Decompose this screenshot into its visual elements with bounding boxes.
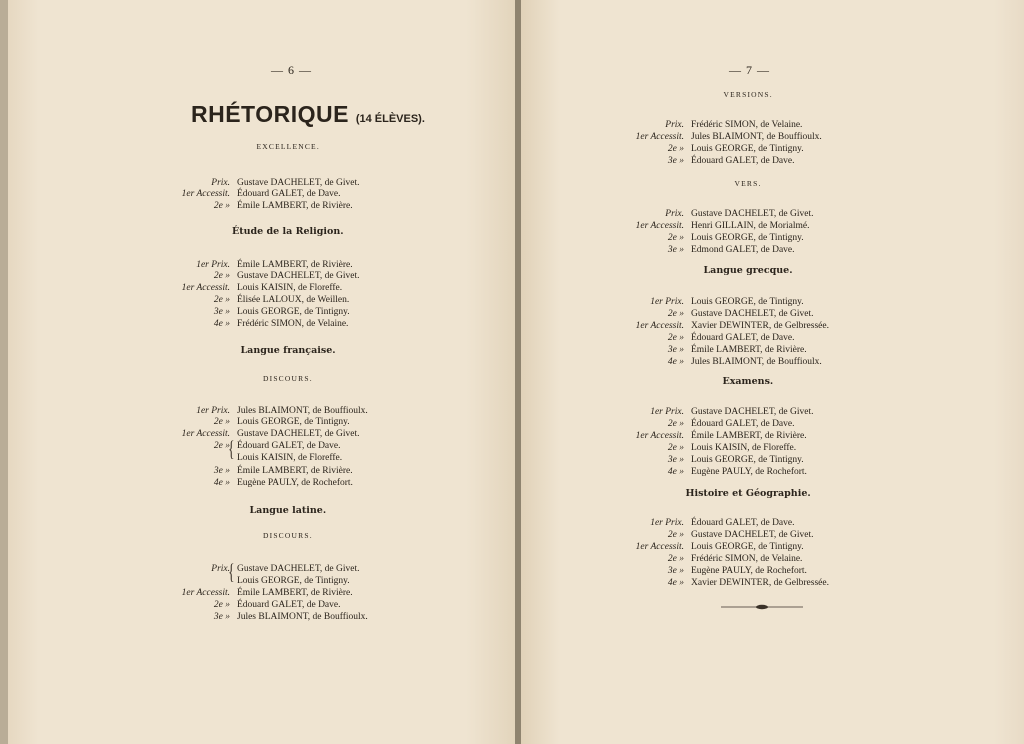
student-name: Élisée LALOUX, de Weillen. [237, 295, 350, 305]
student-name: Édouard GALET, de Dave. [237, 189, 341, 199]
prize-rank: 3e » [667, 245, 684, 255]
prize-rank: 1er Accessit. [635, 431, 684, 441]
student-name: Eugène PAULY, de Rochefort. [691, 566, 807, 576]
prize-rank: 3e » [667, 455, 684, 465]
page-number-right: — 7 — [729, 63, 770, 77]
prize-rank: 4e » [667, 357, 684, 367]
prize-rank: Prix. [211, 178, 230, 188]
prize-rank: 1er Prix. [196, 406, 230, 416]
prize-rank: 2e » [213, 417, 230, 427]
section-heading: Langue grecque. [703, 265, 793, 276]
student-name: Émile LAMBERT, de Rivière. [691, 345, 807, 355]
prize-rank: 1er Accessit. [635, 321, 684, 331]
student-name: Eugène PAULY, de Rochefort. [237, 478, 353, 488]
student-name: Gustave DACHELET, de Givet. [691, 530, 814, 540]
section-heading: Examens. [722, 376, 774, 387]
student-name: Édouard GALET, de Dave. [237, 441, 341, 451]
section-heading: EXCELLENCE. [256, 142, 320, 151]
section-heading: Histoire et Géographie. [685, 488, 811, 499]
student-name: Louis GEORGE, de Tintigny. [691, 144, 804, 154]
prize-rank: 3e » [667, 345, 684, 355]
tie-brace: { [228, 559, 235, 584]
prize-rank: 2e » [667, 144, 684, 154]
prize-rank: 3e » [213, 307, 230, 317]
ornament-divider [721, 604, 803, 610]
prize-rank: 4e » [667, 578, 684, 588]
prize-rank: 2e » [667, 233, 684, 243]
page-number-left: — 6 — [271, 63, 312, 77]
student-name: Gustave DACHELET, de Givet. [237, 564, 360, 574]
prize-rank: 3e » [667, 156, 684, 166]
student-name: Gustave DACHELET, de Givet. [237, 271, 360, 281]
prize-rank: 4e » [213, 319, 230, 329]
prize-rank: 2e » [213, 441, 230, 451]
prize-rank: 2e » [667, 419, 684, 429]
student-name: Jules BLAIMONT, de Bouffioulx. [237, 612, 368, 622]
student-name: Émile LAMBERT, de Rivière. [237, 201, 353, 211]
student-name: Édouard GALET, de Dave. [691, 518, 795, 528]
prize-rank: 1er Accessit. [635, 132, 684, 142]
student-name: Louis KAISIN, de Floreffe. [237, 283, 343, 293]
section-heading: Langue française. [240, 345, 336, 356]
student-name: Frédéric SIMON, de Velaine. [237, 319, 349, 329]
prize-rank: 1er Accessit. [181, 189, 230, 199]
student-name: Jules BLAIMONT, de Bouffioulx. [691, 357, 822, 367]
student-name: Louis GEORGE, de Tintigny. [237, 417, 350, 427]
student-name: Édouard GALET, de Dave. [237, 600, 341, 610]
student-name: Xavier DEWINTER, de Gelbressée. [691, 321, 829, 331]
prize-rank: 1er Accessit. [181, 283, 230, 293]
student-name: Émile LAMBERT, de Rivière. [237, 588, 353, 598]
prize-rank: Prix. [211, 564, 230, 574]
prize-rank: 4e » [213, 478, 230, 488]
student-name: Louis GEORGE, de Tintigny. [691, 233, 804, 243]
prize-rank: 1er Prix. [650, 297, 684, 307]
section-heading: Étude de la Religion. [232, 226, 344, 237]
section-subheading: DISCOURS. [263, 374, 313, 383]
student-name: Frédéric SIMON, de Velaine. [691, 554, 803, 564]
prize-rank: 1er Accessit. [635, 542, 684, 552]
right-page [519, 0, 1024, 744]
prize-rank: 3e » [667, 566, 684, 576]
student-name: Gustave DACHELET, de Givet. [691, 407, 814, 417]
tie-brace: { [228, 436, 235, 461]
student-name: Edmond GALET, de Dave. [691, 245, 795, 255]
prize-rank: Prix. [665, 120, 684, 130]
prize-rank: Prix. [665, 209, 684, 219]
student-name: Gustave DACHELET, de Givet. [237, 178, 360, 188]
student-name: Édouard GALET, de Dave. [691, 156, 795, 166]
student-name: Eugène PAULY, de Rochefort. [691, 467, 807, 477]
prize-rank: 3e » [213, 612, 230, 622]
prize-rank: 1er Prix. [196, 260, 230, 270]
student-name: Gustave DACHELET, de Givet. [691, 209, 814, 219]
prize-rank: 2e » [213, 295, 230, 305]
student-name: Henri GILLAIN, de Morialmé. [691, 221, 810, 231]
prize-rank: 2e » [667, 333, 684, 343]
section-heading: Langue latine. [249, 505, 327, 516]
student-name: Émile LAMBERT, de Rivière. [691, 431, 807, 441]
student-name: Louis GEORGE, de Tintigny. [691, 297, 804, 307]
student-name: Louis GEORGE, de Tintigny. [691, 542, 804, 552]
student-name: Louis GEORGE, de Tintigny. [691, 455, 804, 465]
prize-rank: 2e » [667, 309, 684, 319]
prize-rank: 2e » [667, 554, 684, 564]
title-main: RHÉTORIQUE [191, 101, 349, 127]
student-name: Édouard GALET, de Dave. [691, 419, 795, 429]
student-name: Jules BLAIMONT, de Bouffioulx. [237, 406, 368, 416]
prize-rank: 1er Prix. [650, 518, 684, 528]
student-name: Émile LAMBERT, de Rivière. [237, 466, 353, 476]
section-subheading: DISCOURS. [263, 531, 313, 540]
prize-rank: 1er Accessit. [635, 221, 684, 231]
book-gutter [515, 0, 521, 744]
prize-rank: 1er Prix. [650, 407, 684, 417]
prize-rank: 3e » [213, 466, 230, 476]
prize-rank: 1er Accessit. [181, 429, 230, 439]
student-name: Émile LAMBERT, de Rivière. [237, 260, 353, 270]
prize-rank: 2e » [213, 271, 230, 281]
section-heading: VERSIONS. [723, 90, 773, 99]
student-name: Louis GEORGE, de Tintigny. [237, 307, 350, 317]
student-name: Gustave DACHELET, de Givet. [691, 309, 814, 319]
student-name: Gustave DACHELET, de Givet. [237, 429, 360, 439]
title-sub: (14 ÉLÈVES). [355, 113, 425, 125]
student-name: Louis KAISIN, de Floreffe. [237, 453, 343, 463]
prize-rank: 2e » [667, 530, 684, 540]
student-name: Édouard GALET, de Dave. [691, 333, 795, 343]
student-name: Jules BLAIMONT, de Bouffioulx. [691, 132, 822, 142]
section-heading: VERS. [734, 179, 762, 188]
prize-rank: 1er Accessit. [181, 588, 230, 598]
student-name: Louis KAISIN, de Floreffe. [691, 443, 797, 453]
prize-rank: 2e » [213, 600, 230, 610]
prize-rank: 4e » [667, 467, 684, 477]
student-name: Xavier DEWINTER, de Gelbressée. [691, 578, 829, 588]
prize-rank: 2e » [667, 443, 684, 453]
student-name: Frédéric SIMON, de Velaine. [691, 120, 803, 130]
student-name: Louis GEORGE, de Tintigny. [237, 576, 350, 586]
prize-rank: 2e » [213, 201, 230, 211]
page-title [191, 101, 425, 128]
